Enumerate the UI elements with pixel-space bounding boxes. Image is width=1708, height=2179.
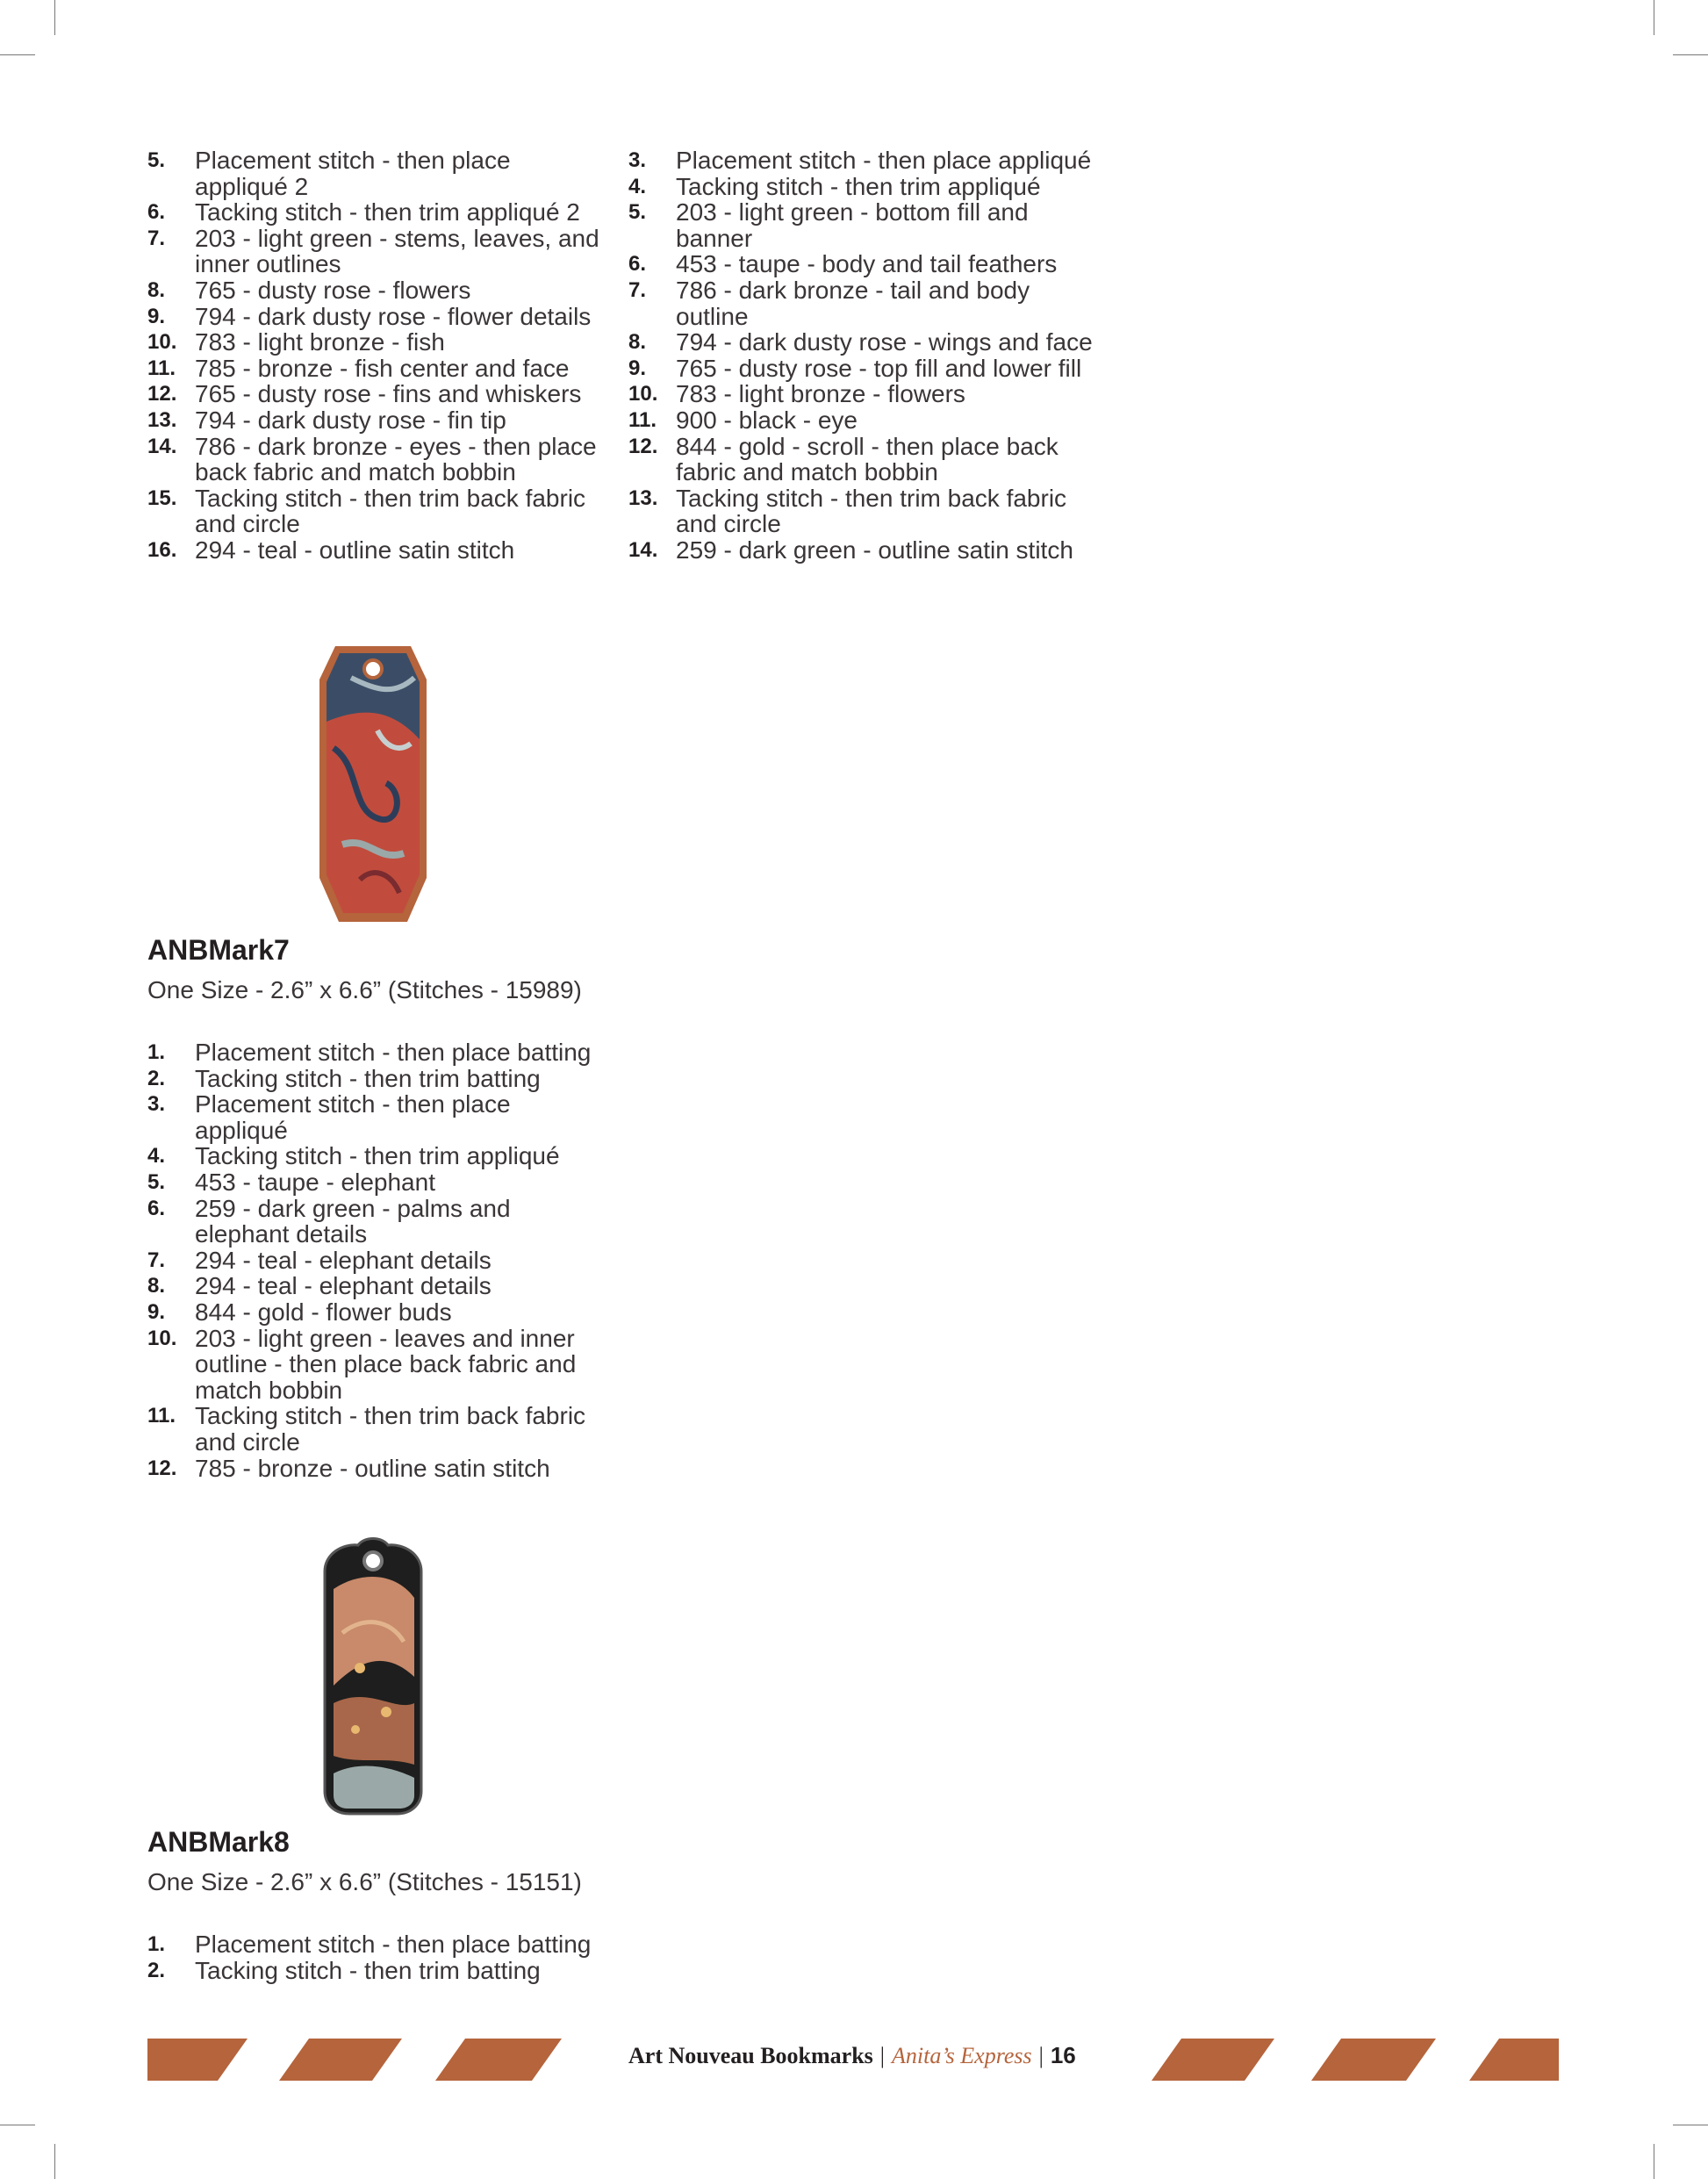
- step-number: 11.: [147, 1404, 176, 1428]
- step-text: 203 - light green - stems, leaves, and inner outlines: [195, 224, 599, 278]
- step-number: 11.: [628, 407, 657, 432]
- step-item: [147, 1403, 604, 1455]
- footer-brand: Art Nouveau Bookmarks: [628, 2043, 873, 2068]
- step-number: 14.: [147, 434, 177, 458]
- step-item: [147, 1196, 604, 1248]
- step-text: Tacking stitch - then trim appliqué: [195, 1142, 560, 1170]
- right-column: [628, 147, 1102, 564]
- step-item: [147, 1066, 604, 1092]
- design-size-mark7: One Size - 2.6” x 6.6” (Stitches - 15989): [147, 976, 582, 1003]
- step-number: 3.: [147, 1092, 166, 1117]
- step-item: [628, 381, 1102, 407]
- step-text: Tacking stitch - then trim appliqué: [676, 172, 1041, 200]
- step-text: 294 - teal - elephant details: [195, 1246, 492, 1274]
- step-number: 10.: [628, 382, 658, 406]
- step-number: 10.: [147, 330, 177, 355]
- step-number: 12.: [628, 434, 658, 458]
- step-item: [147, 381, 604, 407]
- step-item: [628, 199, 1102, 251]
- step-number: 9.: [628, 356, 647, 380]
- step-number: 1.: [147, 1932, 166, 1956]
- step-item: [628, 356, 1102, 382]
- step-number: 5.: [147, 148, 166, 172]
- step-text: 785 - bronze - outline satin stitch: [195, 1454, 550, 1482]
- step-text: 294 - teal - outline satin stitch: [195, 536, 515, 564]
- step-item: [628, 407, 1102, 434]
- step-text: Placement stitch - then place appliqué 2: [195, 147, 511, 200]
- step-number: 2.: [147, 1958, 166, 1982]
- step-number: 10.: [147, 1326, 177, 1350]
- step-number: 12.: [147, 1456, 177, 1480]
- step-text: 765 - dusty rose - fins and whiskers: [195, 380, 582, 408]
- design-size-mark8: One Size - 2.6” x 6.6” (Stitches - 15151): [147, 1868, 582, 1895]
- step-number: 8.: [147, 277, 166, 302]
- page-number: 16: [1050, 2042, 1076, 2068]
- step-number: 3.: [628, 148, 647, 172]
- step-item: [147, 1039, 604, 1066]
- step-text: 453 - taupe - elephant: [195, 1168, 435, 1196]
- step-text: Placement stitch - then place batting: [195, 1039, 592, 1066]
- step-number: 9.: [147, 304, 166, 328]
- step-text: Tacking stitch - then trim appliqué 2: [195, 198, 580, 227]
- mark8-steps-container: [147, 1931, 604, 1983]
- step-number: 12.: [147, 382, 177, 406]
- step-number: 14.: [628, 537, 658, 562]
- step-item: [147, 356, 604, 382]
- step-number: 6.: [147, 1196, 166, 1220]
- step-text: 844 - gold - scroll - then place back fabric and match bobbin: [676, 432, 1059, 486]
- footer-separator: |: [879, 2043, 886, 2068]
- step-text: 785 - bronze - fish center and face: [195, 354, 570, 382]
- step-item: [147, 1091, 604, 1143]
- step-item: [628, 251, 1102, 277]
- step-item: [147, 199, 604, 226]
- step-item: [147, 277, 604, 304]
- step-text: 453 - taupe - body and tail feathers: [676, 250, 1058, 278]
- step-item: [147, 1931, 604, 1958]
- step-text: 786 - dark bronze - eyes - then place back fabric and match bobbin: [195, 432, 597, 486]
- step-text: 765 - dusty rose - top fill and lower fill: [676, 354, 1082, 382]
- step-text: Tacking stitch - then trim back fabric and circle: [195, 1402, 586, 1456]
- design-title-mark7: ANBMark7: [147, 934, 290, 966]
- step-text: Placement stitch - then place batting: [195, 1931, 592, 1958]
- crop-mark: [1673, 54, 1708, 55]
- step-item: [147, 147, 604, 199]
- step-text: Placement stitch - then place appliqué: [195, 1090, 511, 1144]
- step-number: 11.: [147, 356, 176, 380]
- footer-separator-2: |: [1038, 2043, 1044, 2068]
- step-text: Tacking stitch - then trim back fabric and circle: [676, 484, 1067, 538]
- step-text: 900 - black - eye: [676, 406, 858, 434]
- step-text: Tacking stitch - then trim batting: [195, 1956, 541, 1984]
- step-number: 15.: [147, 485, 177, 510]
- step-item: [147, 329, 604, 356]
- step-item: [628, 174, 1102, 200]
- footer-stripe-right: [1152, 2039, 1562, 2081]
- bookmark-mark7-image: [316, 643, 430, 925]
- step-item: [147, 1958, 604, 1984]
- mark7-steps-container: [147, 1039, 604, 1481]
- bookmark-mark8-image: [316, 1536, 430, 1817]
- footer-title: [628, 2042, 1085, 2069]
- step-item: [147, 226, 604, 277]
- step-item: [147, 485, 604, 537]
- step-item: [147, 1273, 604, 1299]
- footer-stripe-left: [147, 2039, 569, 2081]
- step-text: 783 - light bronze - flowers: [676, 380, 965, 408]
- step-item: [147, 1143, 604, 1169]
- left-column-top: [147, 147, 604, 564]
- step-number: 5.: [147, 1169, 166, 1194]
- step-text: Placement stitch - then place appliqué: [676, 147, 1092, 174]
- crop-mark: [0, 54, 35, 55]
- step-item: [628, 277, 1102, 329]
- step-item: [628, 147, 1102, 174]
- step-text: 783 - light bronze - fish: [195, 328, 445, 356]
- mark8-steps: [147, 1931, 604, 1983]
- mark7-steps: [147, 1039, 604, 1481]
- step-number: 5.: [628, 200, 647, 225]
- step-text: 844 - gold - flower buds: [195, 1298, 452, 1326]
- step-item: [147, 1299, 604, 1326]
- step-number: 13.: [628, 485, 658, 510]
- footer-subtitle: Anita’s Express: [892, 2043, 1032, 2068]
- step-text: Tacking stitch - then trim batting: [195, 1064, 541, 1092]
- step-text: 203 - light green - bottom fill and banner: [676, 198, 1029, 252]
- step-item: [628, 329, 1102, 356]
- step-text: Tacking stitch - then trim back fabric and circle: [195, 484, 586, 538]
- step-number: 13.: [147, 407, 177, 432]
- step-number: 1.: [147, 1040, 166, 1064]
- step-item: [147, 304, 604, 330]
- step-number: 6.: [628, 252, 647, 277]
- crop-mark: [54, 0, 55, 35]
- step-text: 794 - dark dusty rose - flower details: [195, 302, 592, 330]
- step-number: 4.: [628, 174, 647, 198]
- step-text: 794 - dark dusty rose - fin tip: [195, 406, 506, 434]
- step-text: 259 - dark green - palms and elephant details: [195, 1194, 511, 1248]
- step-item: [628, 537, 1102, 564]
- step-item: [147, 537, 604, 564]
- step-item: [628, 485, 1102, 537]
- step-text: 294 - teal - elephant details: [195, 1272, 492, 1300]
- step-item: [147, 1169, 604, 1196]
- step-number: 7.: [147, 226, 166, 250]
- step-number: 2.: [147, 1066, 166, 1090]
- step-item: [147, 407, 604, 434]
- step-text: 794 - dark dusty rose - wings and face: [676, 328, 1093, 356]
- step-text: 786 - dark bronze - tail and body outline: [676, 276, 1030, 330]
- design-title-mark8: ANBMark8: [147, 1826, 290, 1858]
- previous-design-steps: [147, 147, 604, 564]
- step-item: [147, 1456, 604, 1482]
- step-number: 7.: [628, 277, 647, 302]
- step-number: 8.: [147, 1274, 166, 1298]
- step-item: [147, 434, 604, 485]
- step-number: 9.: [147, 1299, 166, 1324]
- step-item: [628, 434, 1102, 485]
- step-text: 259 - dark green - outline satin stitch: [676, 536, 1073, 564]
- step-text: 765 - dusty rose - flowers: [195, 276, 471, 304]
- continued-design-steps: [628, 147, 1102, 564]
- step-number: 7.: [147, 1248, 166, 1272]
- step-number: 6.: [147, 200, 166, 225]
- step-number: 16.: [147, 537, 177, 562]
- step-text: 203 - light green - leaves and inner outline - then place back fabric and match bobbin: [195, 1324, 577, 1404]
- step-number: 8.: [628, 330, 647, 355]
- step-item: [147, 1248, 604, 1274]
- step-item: [147, 1326, 604, 1404]
- crop-mark: [54, 2144, 55, 2179]
- step-number: 4.: [147, 1144, 166, 1169]
